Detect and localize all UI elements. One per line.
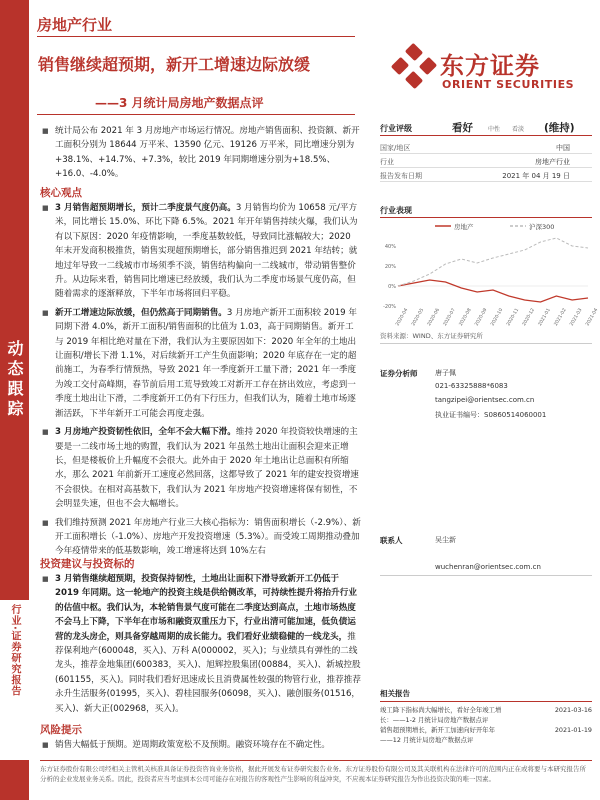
core-point-3	[40, 425, 362, 511]
x-tick-label: 2021-02	[553, 307, 568, 327]
rating-row	[380, 120, 592, 136]
industry-label: 房地产行业	[37, 16, 113, 34]
related-reports	[380, 688, 592, 745]
series-line-1	[398, 238, 588, 286]
legend-label-1: 沪深300	[529, 223, 555, 231]
info-row-date	[380, 168, 592, 182]
related-item[interactable]	[380, 715, 592, 725]
related-text: ——12 月统计局房地产数据点评	[380, 736, 474, 744]
related-item[interactable]	[380, 725, 592, 735]
chart-bottom-divider	[380, 343, 592, 344]
rating-hold: (维持)	[544, 122, 575, 134]
x-tick-label: 2020-08	[458, 307, 473, 327]
invest-heading: 投资建议与投资标的	[40, 558, 135, 570]
core-point-1	[40, 201, 362, 302]
page-subtitle: ——3 月统计局房地产数据点评	[95, 96, 264, 110]
x-tick-label: 2020-10	[490, 307, 505, 327]
contact-name: 吴尘新	[435, 536, 456, 544]
related-text: 销售超预期增长，新开工加速向好开年年	[380, 726, 496, 734]
title-divider	[37, 114, 355, 115]
risk-paragraph	[40, 738, 362, 752]
core-point-4	[40, 516, 362, 559]
intro-paragraph	[40, 124, 362, 182]
analyst-email[interactable]: tangzipei@orientsec.com.cn	[435, 396, 535, 404]
related-title: 相关报告	[380, 688, 592, 702]
invest-bullet	[40, 572, 362, 716]
brand-logo	[388, 40, 588, 100]
core-point-1-bold: 3 月销售超预期增长，预计二季度景气度仍高。	[55, 203, 236, 213]
logo-english-name: ORIENT SECURITIES	[442, 78, 575, 91]
related-date: 2021-03-16	[554, 706, 592, 714]
analyst-phone: 021-63325888*6083	[435, 382, 508, 390]
info-value: 2021 年 04 月 19 日	[502, 172, 570, 180]
x-tick-label: 2020-09	[474, 307, 489, 327]
x-tick-label: 2021-01	[537, 307, 552, 327]
contact-divider	[380, 575, 592, 576]
side-tag-sub-text: 行业·证券研究报告	[9, 604, 20, 697]
core-view-heading: 核心观点	[40, 187, 82, 199]
chart-svg	[380, 220, 600, 328]
industry-performance-chart	[380, 220, 600, 328]
info-key: 行业	[380, 158, 394, 166]
legend-label-0: 房地产	[454, 223, 474, 231]
info-key: 报告发布日期	[380, 172, 422, 180]
core-point-3-text: 维持 2020 年投资较快增速的主要是一二线市场土地的购置，我们认为 2021 年虽然土地出让面积会迎来正增长，但是楼板价上升幅度不会很大。此外由于 2020 年土地出让总面积有所缩水，那么 2021 年前新开工速度必然回落，这都导致了 2021 年的建安投资增速不会很快。在相对高基数下，我们认为 2021 年房地产投资增速将保有韧性，不会明显失速，但也不会大幅增长。	[55, 427, 359, 510]
x-tick-label: 2020-06	[427, 307, 442, 327]
core-points	[40, 201, 362, 559]
core-point-2-text: 3 月房地产新开工面积较 2019 年同期下滑 4.0%，新开工面积/销售面积的比值为 1.03，高于同期销售。新开工与 2019 年相比绝对量在下滑，我们认为主要原因如下：2020 年全年的土地出让面积/增长下滑 1.1%，对后续新开工产生负面影响；2020 年底存在一定的超前施工，为春季行情预热，导致 2021 年一季度新开工量下滑；2021 年一季度为竣工交付高峰期，春节前后用工荒导致竣工对新开工存在挤出效应，考虑到一季度土地出让下滑，二季度新开工仍有下行压力，但我们认为，随着土地市场逐渐活跃，下半年新开工可能会再度走强。	[55, 307, 357, 419]
x-tick-label: 2020-05	[411, 307, 426, 327]
rating-label: 行业评级	[380, 124, 412, 133]
page-title: 销售继续超预期，新开工增速边际放缓	[38, 55, 311, 74]
invest-paragraph	[40, 572, 362, 716]
core-point-1-text: 3 月销售均价为 10658 元/平方米，同比增长 15.0%、环比下降 6.5%。2021 年开年销售持续火爆，我们认为有以下原因：2020 年疫情影响，一季度基数较低，导致同比涨幅较大；2020 年末开发商积极推货，销售实现超预期增长，部分销售推迟到 2021 年结转；就地过年导致一二线城市市场须季不淡，销售结构偏向一二线城市，带动销售整价升。从边际来看，销售同比增速已经放缓，我们认为二季度市场景气度仍高，但随着需求的逐渐释放，下半年市场将回归平稳。	[55, 203, 358, 300]
logo-mark-icon	[392, 44, 436, 88]
y-tick-label: 40%	[384, 244, 396, 250]
related-item[interactable]	[380, 705, 592, 715]
footer-disclaimer: 东方证券股份有限公司经相关主管机关核准具备证券投资咨询业务资格，据此开展发布证券研究报告业务。东方证券股份有限公司及其关联机构在法律许可的范围内正在或将要与本研究报告所分析的企业发展业务关系。因此，投资者应当考虑到本公司可能存在对报告的客观性产生影响的利益冲突，不应视本证券研究报告为作出投资决策的唯一因素。	[40, 760, 592, 784]
contact-title: 联系人	[380, 536, 403, 545]
side-tag-main-text: 动态跟踪	[5, 340, 24, 420]
chart-title: 行业表现	[380, 206, 412, 215]
side-tag-main	[0, 340, 29, 420]
side-tag-sub	[0, 600, 29, 760]
info-value: 中国	[556, 144, 570, 152]
header-divider	[37, 36, 355, 37]
risk-bullet: ■ 销售大幅低于预期。逆周期政策宽松不及预期。融资环境存在不确定性。	[40, 738, 362, 752]
core-point-2	[40, 306, 362, 421]
analyst-title: 证券分析师	[380, 369, 418, 378]
intro-bullet: ■ 统计局公布 2021 年 3 月房地产市场运行情况。房地产销售面积、投资额、新开工面积分别为 18644 万平米、13590 亿元、19126 万平米，同比增速分别为+38.1%、+14.7%、+7.3%，较比 2019 年同期增速分别为+18.5%、+16.0、-4.0%。	[40, 124, 362, 182]
core-point-2-bold: 新开工增速边际放缓，但仍然高于同期销售。	[55, 307, 227, 318]
info-row-industry	[380, 154, 592, 168]
series-line-0	[398, 280, 588, 302]
related-date: 2021-01-19	[554, 726, 592, 734]
x-tick-label: 2020-07	[442, 307, 457, 327]
x-tick-label: 2020-04	[395, 307, 410, 327]
related-text: 竣工降下指标尚大幅增长，看好全年竣工增	[380, 706, 502, 714]
x-tick-label: 2021-04	[585, 307, 600, 327]
info-row-region	[380, 140, 592, 154]
y-tick-label: 20%	[384, 264, 396, 270]
contact-email[interactable]: wuchenran@orientsec.com.cn	[435, 563, 541, 571]
left-side-bar	[0, 0, 29, 800]
related-text: 长：——1-2 月统计局房地产数据点评	[380, 716, 489, 724]
related-item[interactable]	[380, 735, 592, 745]
core-point-4-text: 我们维持预测 2021 年房地产行业三大核心指标为：销售面积增长（-2.9%）、新开工面积增长（-1.0%）、房地产开发投资增速（5.3%）。而受竣工周期推动叠加今年疫情带来的低基数影响，竣工增速将达到 10%左右	[55, 517, 361, 557]
x-tick-label: 2020-12	[522, 307, 537, 327]
analyst-name: 唐子佩	[435, 369, 456, 377]
info-value: 房地产行业	[535, 158, 570, 166]
x-tick-label: 2021-03	[569, 307, 584, 327]
y-tick-label: -20%	[383, 304, 396, 310]
rating-option-negative: 看淡	[512, 126, 525, 133]
invest-bold: 3 月销售继续超预期，投资保持韧性，土地出让面积下滑导致新开工仍低于 2019 年同期。这一轮地产的投资主线是供给侧改革，可持续性提升将抬升行业的估值中枢。我们认为，本轮销售景气度可能在二季度达到高点，土地市场热度不会马上下降，下半年在市场和融资双重压力下，行业出清可能加速，低负债运营的龙头房企，则具备穿越周期的成长能力。我们看好业绩稳健的一线龙头，	[55, 574, 357, 642]
info-key: 国家/地区	[380, 144, 411, 152]
core-point-3-bold: 3 月房地产投资韧性依旧，全年不会大幅下滑。	[55, 427, 236, 438]
logo-chinese-name: 东方证券	[440, 52, 540, 80]
analyst-cert: 执业证书编号：S0860514060001	[435, 411, 547, 419]
rating-option-neutral: 中性	[488, 126, 501, 133]
rating-value: 看好	[452, 122, 473, 134]
x-tick-label: 2020-11	[506, 307, 521, 327]
invest-text: 推荐保利地产(600048，买入)、万科 A(000002，买入)；与业绩具有弹性的二线龙头，推荐金地集团(600383，买入)、旭辉控股集团(00884，买入)、新城控股(601155，买入)。同时我们看好迅速成长且消费属性较强的物管行业，推荐推荐永升生活服务(01995，买入)、碧桂园服务(06098，买入)、融创服务(01516，买入)、新大正(002968，买入)。	[55, 631, 361, 714]
chart-source: 资料来源：WIND、东方证券研究所	[380, 332, 483, 340]
y-tick-label: 0%	[388, 284, 396, 290]
chart-title-divider	[380, 217, 592, 218]
risk-heading: 风险提示	[40, 724, 82, 736]
